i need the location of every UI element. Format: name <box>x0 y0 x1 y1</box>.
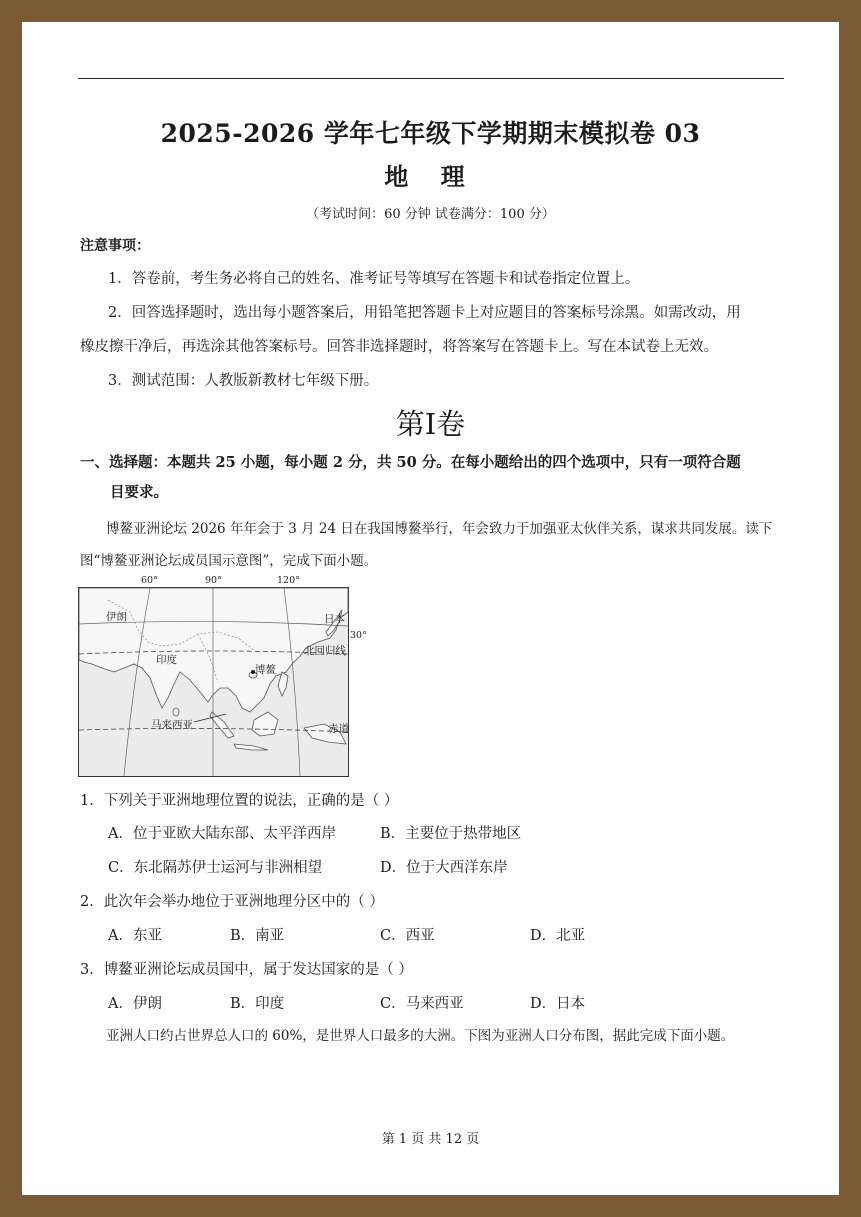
lon-label-60: 60° <box>141 575 158 586</box>
subject-title: 地 理 <box>384 162 477 191</box>
q1-option-a: A．位于亚欧大陆东部、太平洋西岸 <box>108 826 336 842</box>
notice-item: 1．答卷前，考生务必将自己的姓名、准考证号等填写在答题卡和试卷指定位置上。 <box>108 271 640 287</box>
notice-heading: 注意事项： <box>80 238 150 254</box>
q2-option-b: B．南亚 <box>230 928 285 944</box>
page-number: 第 1 页 共 12 页 <box>381 1132 480 1147</box>
section-heading-line2: 目要求。 <box>110 484 168 501</box>
lon-label-120: 120° <box>277 575 300 586</box>
label-equator: 赤道 <box>328 723 349 735</box>
label-tropic: 北回归线 <box>304 645 346 657</box>
label-boao: 博鳌 <box>255 664 276 676</box>
q1-option-c: C．东北隔苏伊士运河与非洲相望 <box>108 860 323 876</box>
label-iran: 伊朗 <box>106 611 127 623</box>
q1-option-d: D．位于大西洋东岸 <box>380 860 508 876</box>
passage-population: 亚洲人口约占世界总人口的 60%，是世界人口最多的大洲。下图为亚洲人口分布图，据此完成下面小题。 <box>106 1028 735 1044</box>
section-heading-line1: 一、选择题：本题共 25 小题，每小题 2 分，共 50 分。在每小题给出的四个选项中，只有一项符合题 <box>80 454 741 471</box>
section-title: 第I卷 <box>395 407 466 441</box>
lon-label-90: 90° <box>205 575 222 586</box>
section-heading <box>80 448 786 508</box>
q2-option-a: A．东亚 <box>108 928 162 944</box>
q3-option-c: C．马来西亚 <box>380 996 464 1012</box>
q2-option-c: C．西亚 <box>380 928 435 944</box>
q1-option-b: B．主要位于热带地区 <box>380 826 522 842</box>
exam-page <box>22 22 839 1195</box>
question-3: 3．博鳌亚洲论坛成员国中，属于发达国家的是（ ） <box>80 962 413 978</box>
label-india: 印度 <box>156 654 177 666</box>
label-malaysia: 马来西亚 <box>151 719 193 731</box>
exam-title: 2025-2026 学年七年级下学期期末模拟卷 03 <box>160 119 701 148</box>
q2-option-d: D．北亚 <box>530 928 586 944</box>
notice-item: 2．回答选择题时，选出每小题答案后，用铅笔把答题卡上对应题目的答案标号涂黑。如需改动，用 <box>108 305 741 321</box>
question-1: 1．下列关于亚洲地理位置的说法，正确的是（ ） <box>80 793 399 809</box>
q3-option-b: B．印度 <box>230 996 285 1012</box>
q3-option-a: A．伊朗 <box>108 996 162 1012</box>
question-2: 2．此次年会举办地位于亚洲地理分区中的（ ） <box>80 894 384 910</box>
notice-item: 3．测试范围：人教版新教材七年级下册。 <box>108 373 379 389</box>
notice-item: 橡皮擦干净后，再选涂其他答案标号。回答非选择题时，将答案写在答题卡上。写在本试卷上无效。 <box>80 339 718 355</box>
map-figure <box>78 572 378 777</box>
label-japan: 日本 <box>324 613 345 625</box>
passage-boao: 博鳌亚洲论坛 2026 年年会于 3 月 24 日在我国博鳌举行，年会致力于加强亚太伙伴关系，谋求共同发展。读下图“博鳌亚洲论坛成员国示意图”，完成下面小题。 <box>80 521 773 569</box>
sri-lanka-shape <box>173 708 179 716</box>
q3-option-d: D．日本 <box>530 996 586 1012</box>
top-rule <box>78 78 784 79</box>
boao-member-map <box>78 572 378 777</box>
exam-info: （考试时间：60 分钟 试卷满分：100 分） <box>306 207 555 222</box>
lat-label-30: 30° <box>350 630 367 641</box>
